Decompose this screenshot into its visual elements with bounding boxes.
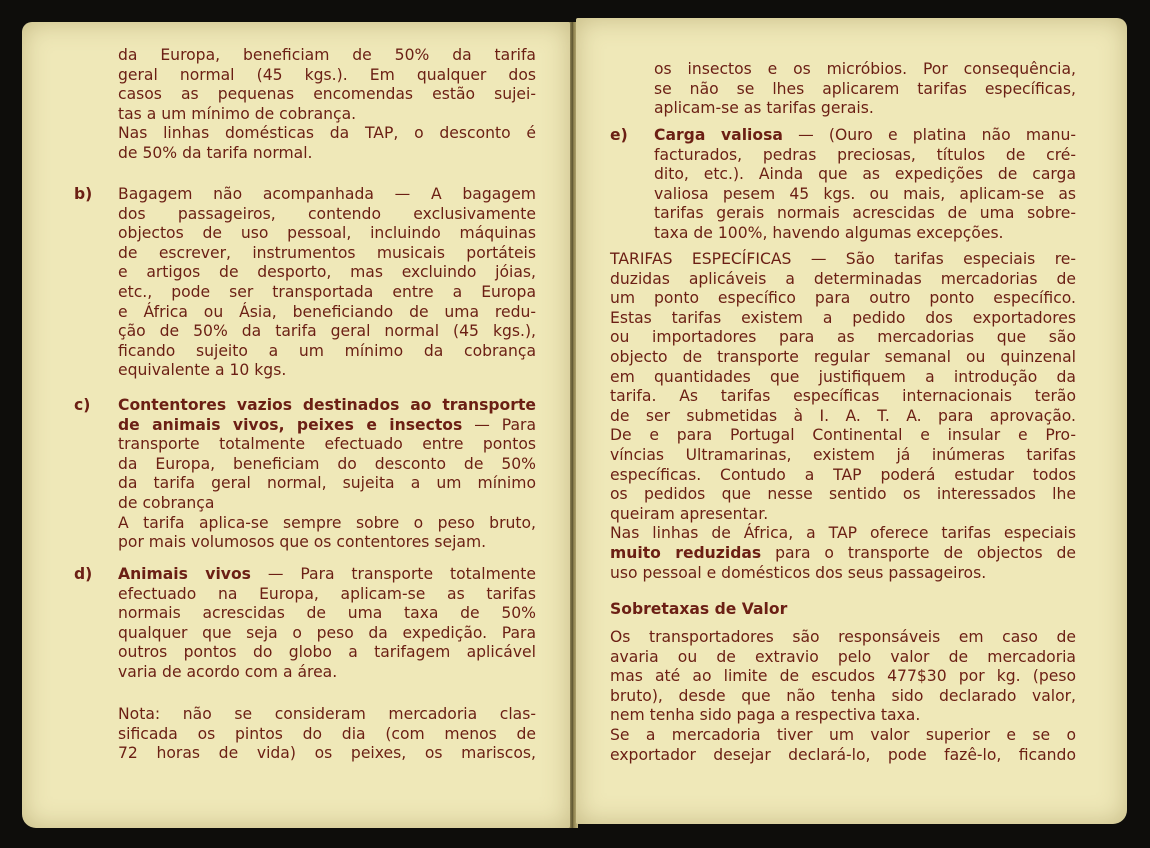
text-line: TARIFAS ESPECÍFICAS — São tarifas especiais re- (610, 250, 1076, 268)
text-line: Nota: não se consideram mercadoria clas- (118, 705, 536, 723)
text-line: e artigos de desporto, mas excluindo jóias, (118, 263, 536, 282)
item-c-title (118, 396, 536, 416)
text-line: exportador desejar declará-lo, pode fazê-lo, ficando (610, 745, 1076, 764)
item-c-title-line2: de animais vivos, peixes e insectos (118, 415, 463, 434)
text-line: de ser submetidas à I. A. T. A. para aprovação. (610, 406, 1076, 425)
text-line: Bagagem não acompanhada — A bagagem (118, 185, 536, 203)
item-d-paragraph (118, 565, 536, 683)
text-line: normais acrescidas de uma taxa de 50% (118, 604, 536, 623)
text-line: aplicam-se as tarifas gerais. (654, 99, 874, 118)
item-e-label: e) (610, 126, 628, 144)
text-line (610, 544, 1076, 564)
text-line: da Europa, beneficiam de 50% da tarifa (118, 46, 536, 64)
item-c-paragraph (118, 396, 536, 553)
text-line: facturados, pedras preciosas, títulos de cré- (654, 145, 1076, 164)
text-line: casos as pequenas encomendas estão sujei- (118, 85, 536, 104)
item-d-title-rest: — Para transporte totalmente (250, 565, 537, 583)
item-c-title-line1: Contentores vazios destinados ao transporte (118, 396, 536, 414)
nota-paragraph (118, 705, 536, 764)
text-line: queiram apresentar. (610, 504, 769, 523)
africa-bold-phrase: muito reduzidas (610, 543, 762, 562)
text-line: ou importadores para as mercadorias que são (610, 328, 1076, 347)
text-line: duzidas aplicáveis a determinadas mercadorias de (610, 269, 1076, 288)
text-line: transporte totalmente efectuado entre pontos (118, 435, 536, 454)
text-line: específicas. Contudo a TAP poderá estudar todos (610, 465, 1076, 484)
text-line: por mais volumosos que os contentores sejam. (118, 533, 487, 552)
item-c-title-rest: — Para (462, 415, 537, 434)
text-line: ção de 50% da tarifa geral normal (45 kgs.), (118, 322, 536, 341)
right-intro-paragraph (654, 60, 1076, 119)
text-line: Nas linhas domésticas da TAP, o desconto é (118, 124, 536, 143)
item-b-paragraph (118, 185, 536, 381)
sobretaxas-heading (610, 600, 1076, 620)
text-line: mas até ao limite de escudos 477$30 por kg. (peso (610, 667, 1076, 686)
text-line: efectuado na Europa, aplicam-se as tarifas (118, 584, 536, 603)
text-line: uso pessoal e domésticos dos seus passageiros. (610, 563, 987, 582)
africa-line2-rest: para o transporte de objectos de (761, 543, 1076, 562)
text-line (118, 416, 536, 436)
text-line: dos passageiros, contendo exclusivamente (118, 204, 536, 223)
tarifas-especificas-paragraph (610, 250, 1076, 583)
text-line: os pedidos que nesse sentido os interessados lhe (610, 485, 1076, 504)
text-line: varia de acordo com a área. (118, 662, 338, 681)
text-line: outros pontos do globo a tarifagem aplicável (118, 643, 536, 662)
text-line: objecto de transporte regular semanal ou quinzenal (610, 347, 1076, 366)
text-line: taxa de 100%, havendo algumas excepções. (654, 223, 1004, 242)
text-line: sificada os pintos do dia (com menos de (118, 724, 536, 743)
text-line: equivalente a 10 kgs. (118, 361, 287, 380)
text-line: qualquer que seja o peso da expedição. Para (118, 623, 536, 642)
text-line: geral normal (45 kgs.). Em qualquer dos (118, 65, 536, 84)
item-b-label: b) (74, 185, 93, 203)
text-line: etc., pode ser transportada entre a Europa (118, 282, 536, 301)
sobretaxas-paragraph (610, 628, 1076, 765)
text-line (654, 126, 1076, 146)
section-heading: Sobretaxas de Valor (610, 600, 788, 618)
item-e-paragraph (654, 126, 1076, 244)
text-line: tarifas gerais normais acrescidas de uma sobre- (654, 204, 1076, 223)
text-line: Estas tarifas existem a pedido dos exportadores (610, 308, 1076, 327)
text-line: objectos de uso pessoal, incluindo máquinas (118, 224, 536, 243)
left-intro-paragraph (118, 46, 536, 164)
text-line: um ponto específico para outro ponto específico. (610, 289, 1076, 308)
text-line: De e para Portugal Continental e insular e Pro- (610, 426, 1076, 445)
text-line: ficando sujeito a um mínimo da cobrança (118, 341, 536, 360)
text-line: avaria ou de extravio pelo valor de mercadoria (610, 647, 1076, 666)
item-e-title: Carga valiosa (654, 126, 783, 144)
text-line: 72 horas de vida) os peixes, os mariscos, (118, 744, 536, 763)
text-line: valiosa pesem 45 kgs. ou mais, aplicam-se as (654, 184, 1076, 203)
text-line: A tarifa aplica-se sempre sobre o peso bruto, (118, 513, 536, 532)
text-line: e África ou Ásia, beneficiando de uma redu- (118, 302, 536, 321)
text-line: bruto), desde que não tenha sido declarado valor, (610, 686, 1076, 705)
text-line: da tarifa geral normal, sujeita a um mínimo (118, 474, 536, 493)
text-line: se não se lhes aplicarem tarifas específicas, (654, 79, 1076, 98)
text-line: da Europa, beneficiam do desconto de 50% (118, 454, 536, 473)
text-line (118, 565, 536, 585)
text-line: de cobrança (118, 493, 215, 512)
right-page (576, 18, 1127, 824)
text-line: tas a um mínimo de cobrança. (118, 104, 357, 123)
item-d-label: d) (74, 565, 93, 583)
text-line: nem tenha sido paga a respectiva taxa. (610, 706, 921, 725)
text-line: de 50% da tarifa normal. (118, 143, 313, 162)
text-line: em quantidades que justifiquem a introdução da (610, 367, 1076, 386)
text-line: dito, etc.). Ainda que as expedições de carga (654, 165, 1076, 184)
item-d-title: Animais vivos (118, 565, 251, 583)
left-page (22, 22, 570, 828)
text-line: Nas linhas de África, a TAP oferece tarifas especiais (610, 524, 1076, 543)
item-c-label: c) (74, 396, 91, 414)
text-line: de escrever, instrumentos musicais portáteis (118, 243, 536, 262)
text-line: os insectos e os micróbios. Por consequência, (654, 60, 1076, 78)
text-line: Os transportadores são responsáveis em caso de (610, 628, 1076, 646)
text-line: tarifa. As tarifas específicas internacionais terão (610, 387, 1076, 406)
text-line: Se a mercadoria tiver um valor superior e se o (610, 725, 1076, 744)
text-line: víncias Ultramarinas, existem já inúmeras tarifas (610, 445, 1076, 464)
item-e-title-rest: — (Ouro e platina não manu- (782, 126, 1076, 144)
